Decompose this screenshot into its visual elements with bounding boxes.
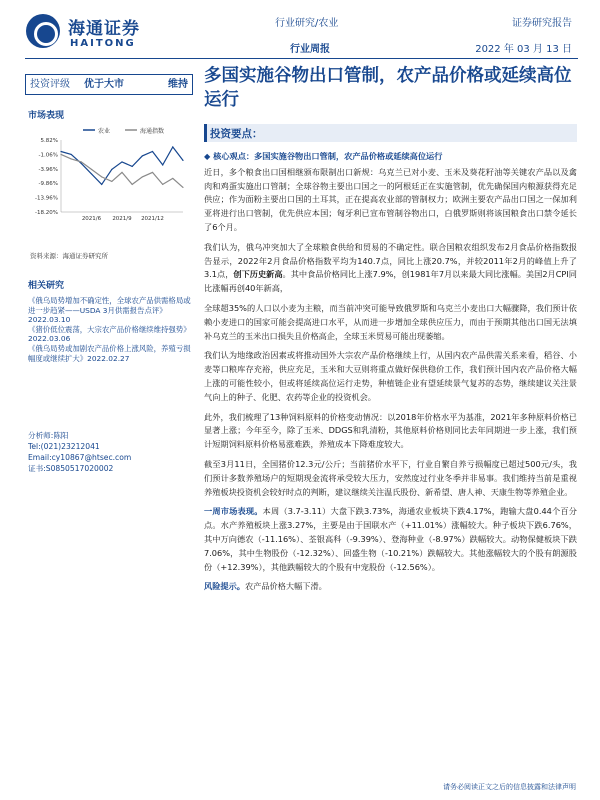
text-run: 。其中食品价格同比上涨7.9%，创1981年7月以来最大同比涨幅。美国2月CPI同比涨幅再创40年新高， <box>204 269 577 294</box>
data-point <box>71 154 72 155</box>
data-point <box>132 184 133 185</box>
x-tick-label: 2021/9 <box>112 216 132 222</box>
data-point <box>182 187 183 188</box>
analyst-email[interactable]: Email:cy10867@htsec.com <box>28 453 132 462</box>
y-tick-label: -13.96% <box>35 195 58 202</box>
data-point <box>132 166 133 167</box>
x-tick-label: 2021/12 <box>141 216 164 222</box>
data-point <box>91 169 92 170</box>
market-chart-svg <box>25 124 195 230</box>
series-line-index <box>61 154 183 187</box>
haitong-logo <box>26 12 166 54</box>
y-tick-label: -9.86% <box>38 181 58 188</box>
paragraph: 近日，多个粮食出口国相继颁布限制出口新规：乌克兰已对小麦、玉米及葵花籽油等关键农产品以及禽肉和鸡蛋实施出口管制；全球谷物主要出口国之一的阿根廷正在实施管制，优先确保国内粮源获得充足供应；作为面粉主要出口国的土耳其，正在提高农业部的管制权力；欧洲主要农产品出口国之一保加利亚将进行出口管制，优先供应本国；匈牙利已宣布管制谷物出口，白俄罗斯则将该国粮食出口禁令延长了6个月。 <box>204 166 577 232</box>
series-line-agri <box>61 147 183 184</box>
report-category: 行业研究/农业 <box>275 18 339 29</box>
y-tick-label: -3.96% <box>38 166 58 173</box>
core-view-heading: 核心观点：多国实施谷物出口管制，农产品价格或延续高位运行 <box>213 151 443 161</box>
disclaimer-footer: 请务必阅读正文之后的信息披露和法律声明 <box>443 783 576 791</box>
report-body <box>204 150 577 600</box>
data-point <box>142 176 143 177</box>
related-title: 相关研究 <box>28 281 65 291</box>
data-point <box>111 181 112 182</box>
data-point <box>152 151 153 152</box>
key-points-label: 投资要点： <box>210 128 263 140</box>
data-point <box>81 163 82 164</box>
data-point <box>172 146 173 147</box>
rating-value: 优于大市 <box>84 79 124 90</box>
legend-label: 海通指数 <box>140 128 165 135</box>
bullet-icon: ◆ <box>204 151 214 161</box>
y-tick-label: 5.82% <box>40 138 58 144</box>
y-tick-label: -1.06% <box>38 152 58 159</box>
paragraph: 此外，我们梳理了13种饲料原料的价格变动情况：以2018年价格水平为基准，2021年多种原料价格已显著上涨；今年至今，除了玉米、DDGS和乳清粉，其他原料价格则同比去年同期进一步上涨，我们预计短期饲料原料价格易涨难跌，养殖成本下降难度较大。 <box>204 411 577 450</box>
analyst-tel: Tel:(021)23212041 <box>28 442 100 451</box>
data-point <box>101 176 102 177</box>
rating-change: 维持 <box>168 79 188 90</box>
paragraph: 截至3月11日，全国猪价12.3元/公斤；当前猪价水平下，行业自繁自养亏损幅度已超过500元/头，我们预计多数养殖场户的短期现金流将承受较大压力，安然度过行业冬季并非易事。我们维持当前是重视养殖板块投资机会较好时点的判断，建议继续关注温氏股份、新希望、唐人神、天康生物等养殖企业。 <box>204 458 577 497</box>
weekly-market-heading: 一周市场表现。 <box>204 506 263 517</box>
data-point <box>71 158 72 159</box>
data-point <box>172 178 173 179</box>
data-point <box>162 184 163 185</box>
chart-source: 资料来源：海通证券研究所 <box>30 252 108 260</box>
analyst-cert: 证书:S0850517020002 <box>28 464 114 473</box>
data-point <box>60 154 61 155</box>
data-point <box>182 160 183 161</box>
related-research-list <box>28 296 196 363</box>
paragraph <box>204 505 577 574</box>
rating-label: 投资评级 <box>30 79 70 90</box>
data-point <box>162 164 163 165</box>
paragraph: 全球超35%的人口以小麦为主粮，而当前冲突可能导致俄罗斯和乌克兰小麦出口大幅骤降，我们预计依赖小麦进口的国家可能会提高进口水平，从而进一步增加全球供应压力，而由于预期其他出口国无法填补乌克兰的玉米出口损失且价格高企，全球玉米贸易可能出现萎缩。 <box>204 302 577 341</box>
header-divider <box>25 58 578 59</box>
data-point <box>142 155 143 156</box>
data-point <box>81 161 82 162</box>
haitong-logo-icon <box>26 14 60 48</box>
legend-label: 农业 <box>98 128 111 135</box>
data-point <box>60 151 61 152</box>
data-point <box>121 161 122 162</box>
data-point <box>152 172 153 173</box>
logo-cn-text: 海通证券 <box>68 19 140 39</box>
report-kind: 证券研究报告 <box>512 18 572 29</box>
related-item[interactable]: 《俄乌局势或加剧农产品价格上涨风险，养殖亏损幅度或继续扩大》2022.02.27 <box>28 343 191 363</box>
market-chart <box>25 124 195 230</box>
data-point <box>91 173 92 174</box>
text-highlight: 创下历史新高 <box>233 269 283 280</box>
paragraph <box>204 580 577 594</box>
report-date: 2022 年 03 月 13 日 <box>475 44 572 55</box>
logo-en-text: HAITONG <box>70 38 136 49</box>
y-tick-label: -18.20% <box>35 210 58 216</box>
paragraph: 我们认为地缘政治因素或将推动国外大宗农产品价格继续上行，从国内农产品供需关系来看，稻谷、小麦等口粮库存充裕，供应充足，玉米和大豆则将重点做好保供稳价工作，我们预计国内农产品价格大幅上涨的可能性较小，但或将延续高位运行走势，种植链企业有望延续景气复苏的态势，继续建议关注景气向上的种子、化肥、农药等企业的投资机会。 <box>204 350 577 402</box>
paragraph <box>204 241 577 296</box>
market-title: 市场表现 <box>28 111 65 121</box>
text-run: 农产品价格大幅下滑。 <box>244 581 327 592</box>
investment-rating <box>25 74 193 95</box>
analyst-name: 分析师:陈阳 <box>28 431 69 440</box>
analyst-info <box>28 430 131 474</box>
text-run: 本周（3.7-3.11）大盘下跌3.73%，海通农业板块下跌4.17%，跑输大盘0.44个百分点。水产养殖板块上涨3.27%，主要是由于国联水产（+11.01%）涨幅较大。种子板块下跌6.76%，其中万向德农（-11.16%）、荃银高科（-9.39%）、登海种业（-8.97%）跌幅较大。动物保健板块下跌7.06%，其中生物股份（-12.32%）、回盛生物（-10.21%）跌幅较大。其他涨幅较大的个股有朗源股份（+12.39%），其他跌幅较大的个股有中宠股份（-12.56%）。 <box>204 506 577 572</box>
data-point <box>101 184 102 185</box>
risk-heading: 风险提示。 <box>204 581 245 592</box>
data-point <box>111 169 112 170</box>
related-item[interactable]: 《俄乌局势增加不确定性，全球农产品供需格局或进一步趋紧——USDA 3月供需报告点评》2022.03.10 <box>28 296 191 325</box>
report-type: 行业周报 <box>290 44 330 55</box>
text-run: 我们认为，俄乌冲突加大了全球粮食供给和贸易的不确定性。联合国粮农组织发布2月食品价格指数报告显示，2022年2月食品价格指数平均为140.7点，同比上涨20.7%，并较2011年2月的峰值上升了3.1点， <box>204 241 577 280</box>
related-item[interactable]: 《猪价低位震荡，大宗农产品价格继续维持强势》2022.03.06 <box>28 324 191 344</box>
report-title: 多国实施谷物出口管制，农产品价格或延续高位运行 <box>204 66 572 110</box>
data-point <box>121 172 122 173</box>
x-tick-label: 2021/6 <box>81 216 102 222</box>
